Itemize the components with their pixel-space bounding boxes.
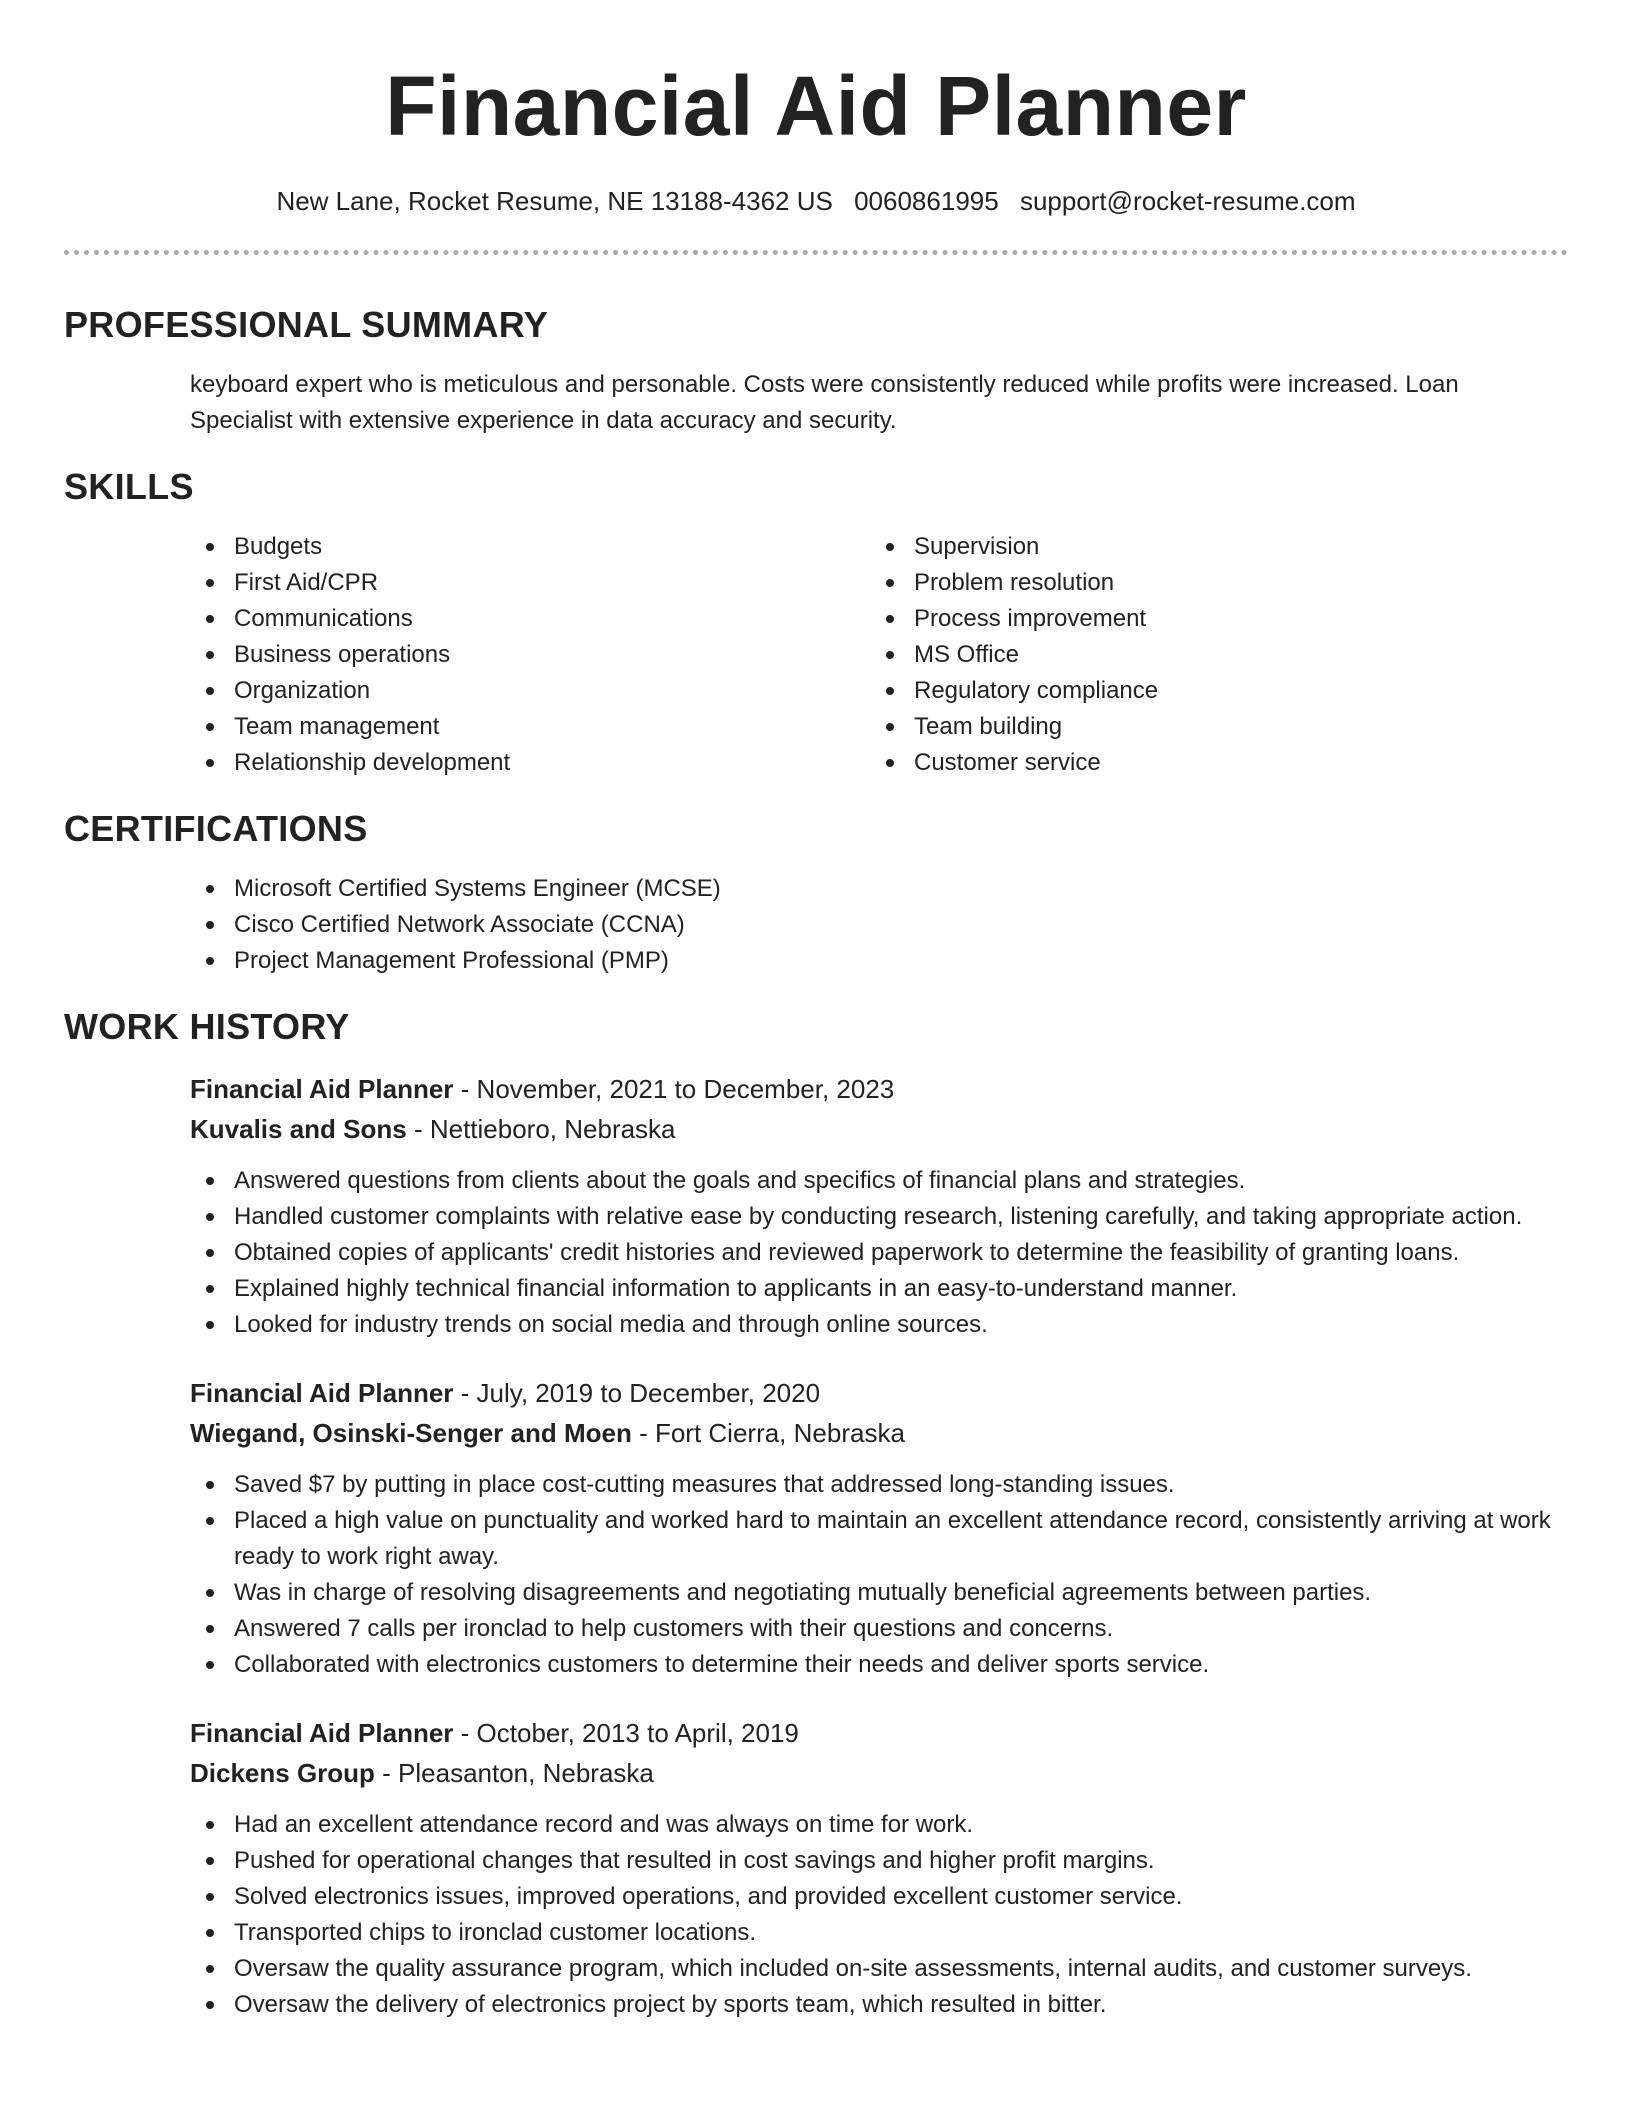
skill-item: First Aid/CPR	[234, 565, 870, 601]
section-title-work-history: WORK HISTORY	[64, 1006, 350, 1047]
certification-item: Cisco Certified Network Associate (CCNA)	[234, 907, 1568, 943]
section-title-skills: SKILLS	[64, 466, 194, 507]
skill-item: Team management	[234, 709, 870, 745]
job-company-line	[190, 1753, 1568, 1793]
skill-item: Relationship development	[234, 745, 870, 781]
work-history-body	[64, 1069, 1568, 2023]
certifications-list	[190, 871, 1568, 979]
skills-list-right	[870, 529, 1550, 781]
job-entry	[190, 1373, 1568, 1683]
job-location: - Pleasanton, Nebraska	[374, 1758, 654, 1788]
job-duties-list	[190, 1807, 1568, 2023]
job-duty: Pushed for operational changes that resulted in cost savings and higher profit margins.	[234, 1843, 1568, 1879]
skill-item: Regulatory compliance	[914, 673, 1550, 709]
candidate-name: Financial Aid Planner	[385, 59, 1247, 153]
skill-item: Customer service	[914, 745, 1550, 781]
job-title-line	[190, 1373, 1568, 1413]
contact-email: support@rocket-resume.com	[1019, 186, 1356, 216]
job-role: Financial Aid Planner	[190, 1074, 454, 1104]
job-duty: Explained highly technical financial information to applicants in an easy-to-understand manner.	[234, 1271, 1568, 1307]
job-duty: Collaborated with electronics customers to determine their needs and deliver sports service.	[234, 1647, 1568, 1683]
job-company-line	[190, 1109, 1568, 1149]
certifications-section	[64, 807, 1568, 979]
skills-grid	[190, 529, 1568, 781]
job-company: Kuvalis and Sons	[190, 1114, 407, 1144]
skill-item: MS Office	[914, 637, 1550, 673]
skill-item: Communications	[234, 601, 870, 637]
job-duty: Solved electronics issues, improved operations, and provided excellent customer service.	[234, 1879, 1568, 1915]
skills-section	[64, 465, 1568, 781]
job-duty: Saved $7 by putting in place cost-cutting measures that addressed long-standing issues.	[234, 1467, 1568, 1503]
skill-item: Business operations	[234, 637, 870, 673]
job-dates: - July, 2019 to December, 2020	[453, 1378, 821, 1408]
job-company-line	[190, 1413, 1568, 1453]
job-entry	[190, 1713, 1568, 2023]
job-duty: Answered 7 calls per ironclad to help customers with their questions and concerns.	[234, 1611, 1568, 1647]
job-duty: Transported chips to ironclad customer locations.	[234, 1915, 1568, 1951]
contact-address: New Lane, Rocket Resume, NE 13188-4362 US	[276, 186, 833, 216]
job-dates: - October, 2013 to April, 2019	[453, 1718, 799, 1748]
header-divider	[64, 250, 1568, 255]
job-duty: Had an excellent attendance record and was always on time for work.	[234, 1807, 1568, 1843]
job-role: Financial Aid Planner	[190, 1718, 454, 1748]
job-entry	[190, 1069, 1568, 1343]
job-duty: Obtained copies of applicants' credit histories and reviewed paperwork to determine the feasibility of granting loans.	[234, 1235, 1568, 1271]
skills-body	[64, 529, 1568, 781]
job-duty: Oversaw the delivery of electronics project by sports team, which resulted in bitter.	[234, 1987, 1568, 2023]
certification-item: Microsoft Certified Systems Engineer (MCSE)	[234, 871, 1568, 907]
job-company: Wiegand, Osinski-Senger and Moen	[190, 1418, 632, 1448]
contact-phone: 0060861995	[854, 186, 999, 216]
job-duty: Was in charge of resolving disagreements and negotiating mutually beneficial agreements between parties.	[234, 1575, 1568, 1611]
job-location: - Nettieboro, Nebraska	[406, 1114, 676, 1144]
skill-item: Team building	[914, 709, 1550, 745]
section-title-summary: PROFESSIONAL SUMMARY	[64, 304, 549, 345]
job-duties-list	[190, 1467, 1568, 1683]
job-dates: - November, 2021 to December, 2023	[453, 1074, 895, 1104]
skills-list-left	[190, 529, 870, 781]
skill-item: Problem resolution	[914, 565, 1550, 601]
job-duty: Placed a high value on punctuality and worked hard to maintain an excellent attendance record, consistently arriving at work ready to work right away.	[234, 1503, 1568, 1575]
summary-section	[64, 303, 1568, 439]
resume-page	[64, 0, 1568, 2043]
job-title-line	[190, 1069, 1568, 1109]
skills-column-right	[870, 529, 1550, 781]
section-title-certifications: CERTIFICATIONS	[64, 808, 368, 849]
work-history-section	[64, 1005, 1568, 2023]
summary-text: keyboard expert who is meticulous and personable. Costs were consistently reduced while profits were increased. Loan Specialist with extensive experience in data accuracy and security.	[190, 371, 1459, 434]
skill-item: Process improvement	[914, 601, 1550, 637]
job-duty: Oversaw the quality assurance program, which included on-site assessments, internal audits, and customer surveys.	[234, 1951, 1568, 1987]
certifications-body	[64, 871, 1568, 979]
contact-line	[64, 184, 1568, 218]
job-duty: Answered questions from clients about the goals and specifics of financial plans and strategies.	[234, 1163, 1568, 1199]
job-location: - Fort Cierra, Nebraska	[631, 1418, 905, 1448]
job-duty: Handled customer complaints with relative ease by conducting research, listening carefully, and taking appropriate action.	[234, 1199, 1568, 1235]
job-duties-list	[190, 1163, 1568, 1343]
skills-column-left	[190, 529, 870, 781]
certification-item: Project Management Professional (PMP)	[234, 943, 1568, 979]
summary-body	[64, 367, 1568, 439]
skill-item: Organization	[234, 673, 870, 709]
job-role: Financial Aid Planner	[190, 1378, 454, 1408]
skill-item: Supervision	[914, 529, 1550, 565]
job-title-line	[190, 1713, 1568, 1753]
job-company: Dickens Group	[190, 1758, 375, 1788]
job-duty: Looked for industry trends on social media and through online sources.	[234, 1307, 1568, 1343]
skill-item: Budgets	[234, 529, 870, 565]
